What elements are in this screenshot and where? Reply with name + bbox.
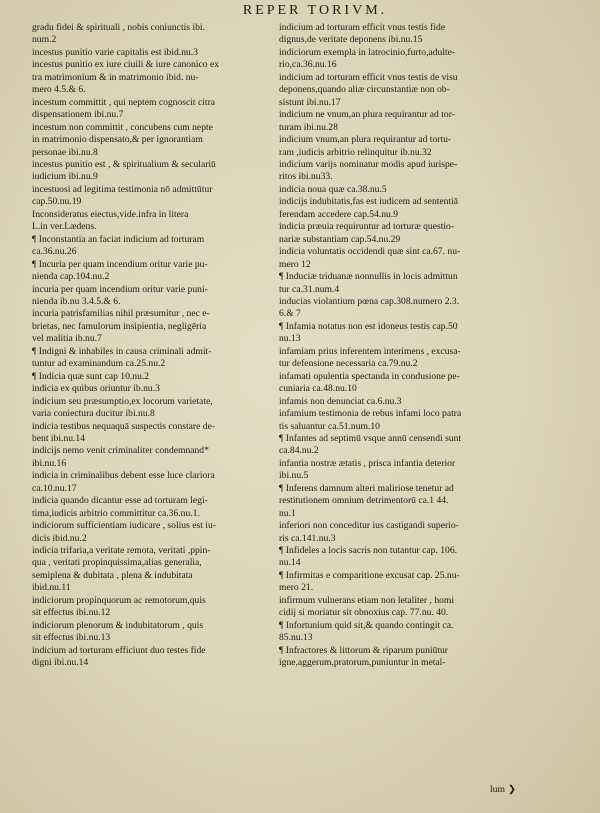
index-line: tis saluantur ca.51.num.10: [279, 420, 380, 432]
index-line: nu.14: [279, 557, 301, 569]
index-line: tuntur ad examinandum ca.25.nu.2: [32, 358, 166, 370]
index-line: indicium ad torturam efficit vnus testis de visu: [279, 71, 458, 83]
index-line: ¶ Inferens damnum alteri maliriose tenetur ad: [279, 482, 454, 494]
index-line: sit effectus ibi.nu.13: [32, 632, 111, 644]
index-line: ram ,iudicis arbitrio relinquitur ib.nu.32: [279, 146, 432, 158]
index-line: vel malitia ib.nu.7: [32, 333, 102, 345]
index-line: incestus punitio est , & spiritualium & seculariū: [32, 158, 216, 170]
index-line: nienda ib.nu 3.4.5.& 6.: [32, 295, 121, 307]
index-line: ritos ibi.nu33.: [279, 171, 333, 183]
index-line: iudicium ibi.nu.9: [32, 171, 98, 183]
index-line: ca.36.nu.26: [32, 246, 77, 258]
index-line: indicium ad torturam efficiunt duo testes fide: [32, 644, 206, 656]
index-line: incuria patrisfamilias nihil præsumitur , nec e-: [32, 308, 210, 320]
index-line: Inconsideratus eiectus,vide.infra in litera: [32, 208, 189, 220]
index-line: infantia nostræ ætatis , prisca infantia deterior: [279, 457, 456, 469]
index-line: incuria per quam incendium oritur varie puni-: [32, 283, 208, 295]
index-line: indiciorum sufficientiam iudicare , solius est iu-: [32, 520, 216, 532]
index-line: indicia quando dicantur esse ad torturam legi-: [32, 495, 208, 507]
index-line: turam ibi.nu.28: [279, 121, 338, 133]
index-line: tur defensione necessaria ca.79.nu.2: [279, 358, 418, 370]
index-line: dicis ibid.nu.2: [32, 532, 87, 544]
index-line: inferiori non conceditur ius castigandi superio-: [279, 520, 459, 532]
index-line: tur ca.31.num.4: [279, 283, 340, 295]
index-line: indicia ex quibus oriuntur ib.nu.3: [32, 383, 160, 395]
index-line: indicium vnum,an plura requirantur ad tortu-: [279, 134, 452, 146]
index-line: cidij si moriatur sit obnoxius cap. 77.nu. 40.: [279, 607, 449, 619]
index-line: incestus punitio varie capitalis est ibid.nu.3: [32, 46, 198, 58]
index-line: igne,aggerum,pratorum,puniuntur in metal-: [279, 657, 446, 669]
index-line: rio,ca.36.nu.16: [279, 59, 337, 71]
index-line: dignus,de veritate deponens ibi.nu.15: [279, 34, 423, 46]
index-line: ¶ Indicia quæ sunt cap 10.nu.2: [32, 370, 150, 382]
index-line: brietas, nec famulorum insipientia, negligēria: [32, 320, 207, 332]
index-line: indiciorum plenorum & indubitatorum , quis: [32, 619, 204, 631]
index-line: ¶ Infideles a locis sacris non tutantur cap. 106.: [279, 545, 458, 557]
index-line: ibid.nu.11: [32, 582, 71, 594]
index-line: indicium varijs nominatur modis apud iurispe-: [279, 158, 458, 170]
index-line: tima,iudicis arbitrio committitur ca.36.nu.1.: [32, 507, 200, 519]
index-line: semiplena & dubitata , plena & indubitata: [32, 569, 193, 581]
index-line: personae ibi.nu.8: [32, 146, 98, 158]
index-line: indicia trifaria,a veritate remota, veritati ,ppin-: [32, 545, 211, 557]
catchword-text: lum: [490, 784, 505, 795]
index-line: gradu fidei & spirituali , nobis coniunctis ibi.: [32, 22, 205, 33]
index-line: mero 21.: [279, 582, 314, 594]
index-line: 6.& 7: [279, 308, 301, 320]
index-line: mero 12: [279, 258, 311, 270]
index-line: incestum non committit , concubens cum nepte: [32, 121, 213, 133]
index-line: indicia in criminalibus debent esse luce clariora: [32, 470, 215, 482]
index-line: ¶ Infirmitas e comparitione excusat cap. 25.nu-: [279, 569, 460, 581]
index-line: indicijs nemo venit criminaliter condemnand*: [32, 445, 209, 457]
index-line: varia coniectura ducitur ibi.nu.8: [32, 408, 155, 420]
running-header: REPER TORIVM.: [242, 3, 388, 18]
index-line: ca.10.nu.17: [32, 482, 77, 494]
index-line: incestus punitio ex iure ciuili & iure canonico ex: [32, 59, 220, 71]
left-index-column: [32, 22, 276, 670]
index-line: restitutionem omnium detrimentorū ca.1 44.: [279, 495, 449, 507]
index-line: indicium ne vnum,an plura requirantur ad tor-: [279, 109, 455, 121]
index-line: ¶ Infantes ad septimū vsque annū censendi sunt: [279, 432, 462, 444]
index-line: num.2: [32, 34, 57, 46]
index-line: incestum committit , qui neptem cognoscit citra: [32, 96, 216, 108]
index-line: ca.84.nu.2: [279, 445, 319, 457]
index-line: bent ibi.nu.14: [32, 432, 86, 444]
index-line: qua , veritati propinquissima,alias generalia,: [32, 557, 202, 569]
index-line: ¶ Incuria per quam incendium oritur varie pu-: [32, 258, 208, 270]
index-line: cuniaria ca.48.nu.10: [279, 383, 357, 395]
index-line: indicia testibus nequaquā suspectis constare de-: [32, 420, 216, 432]
index-line: ¶ Infortunium quid sit,& quando contingit ca.: [279, 619, 454, 631]
index-line: ¶ Infamia notatus non est idoneus testis cap.50: [279, 320, 458, 332]
index-line: ibi.nu.16: [32, 457, 67, 469]
index-line: sit effectus ibi.nu.12: [32, 607, 111, 619]
index-line: ris ca.141.nu.3: [279, 532, 336, 544]
index-line: sistunt ibi.nu.17: [279, 96, 341, 108]
index-line: indicijs indubitatis,fas est iudicem ad sententiā: [279, 196, 459, 208]
index-line: ¶ Infractores & littorum & riparum puniūtur: [279, 644, 449, 656]
index-line: ¶ Inconstantia an faciat indicium ad torturam: [32, 233, 205, 245]
index-line: infamati opulentia spectanda in condusione pe-: [279, 370, 460, 382]
index-line: incestuosi ad legitima testimonia nō admittūtur: [32, 183, 213, 195]
index-line: indicia noua quæ ca.38.nu.5: [279, 183, 387, 195]
right-index-column: [279, 22, 519, 670]
index-line: ibi.nu.5: [279, 470, 309, 482]
index-line: indiciorum exempla in latrocinio,furto,adulte-: [279, 46, 456, 58]
index-line: cap.50.nu.19: [32, 196, 82, 208]
index-line: dispensationem ibi.nu.7: [32, 109, 124, 121]
index-line: infamiam prius inferentem interimens , excusa-: [279, 345, 461, 357]
index-line: nienda cap.104.nu.2: [32, 271, 110, 283]
index-line: inducias violantium pœna cap.308.numero 2.3.: [279, 295, 460, 307]
index-line: indicium seu præsumptio,ex locorum varietate,: [32, 395, 213, 407]
index-line: ¶ Indigni & inhabiles in causa criminali admit-: [32, 345, 212, 357]
arrow-icon: ❯: [507, 784, 516, 795]
index-line: ¶ Induciæ triduanæ nonnullis in locis admittun: [279, 271, 458, 283]
index-line: indicia voluntatis occidendi quæ sint ca.67. nu-: [279, 246, 461, 258]
index-line: nariæ substantiam cap.54.nu.29: [279, 233, 401, 245]
index-line: infamis non denunciat ca.6.nu.3: [279, 395, 402, 407]
index-line: in matrimonio dispensato,& per ignorantiam: [32, 134, 203, 146]
index-line: nu.1: [279, 507, 296, 519]
index-line: nu.13: [279, 333, 301, 345]
index-line: L.in ver.Lædens.: [32, 221, 97, 233]
index-line: infirmum vulnerans etiam non letaliter , homi: [279, 594, 455, 606]
index-line: deponens,quando aliæ circunstantiæ non ob-: [279, 84, 450, 96]
index-line: indicium ad torturam efficit vnus testis fide: [279, 22, 446, 33]
index-line: digni ibi.nu.14: [32, 657, 89, 669]
index-line: mero 4.5.& 6.: [32, 84, 86, 96]
catchword: [490, 784, 516, 795]
index-line: 85.nu.13: [279, 632, 313, 644]
index-line: tra matrimonium & in matrimonio ibid. nu-: [32, 71, 199, 83]
index-line: infamium testimonia de rebus infami loco patra: [279, 408, 462, 420]
index-line: indicia præuia requiruntur ad torturæ questio-: [279, 221, 455, 233]
index-line: indiciorum propinquorum ac remotorum,quis: [32, 594, 206, 606]
index-line: ferendam accedere cap.54.nu.9: [279, 208, 399, 220]
